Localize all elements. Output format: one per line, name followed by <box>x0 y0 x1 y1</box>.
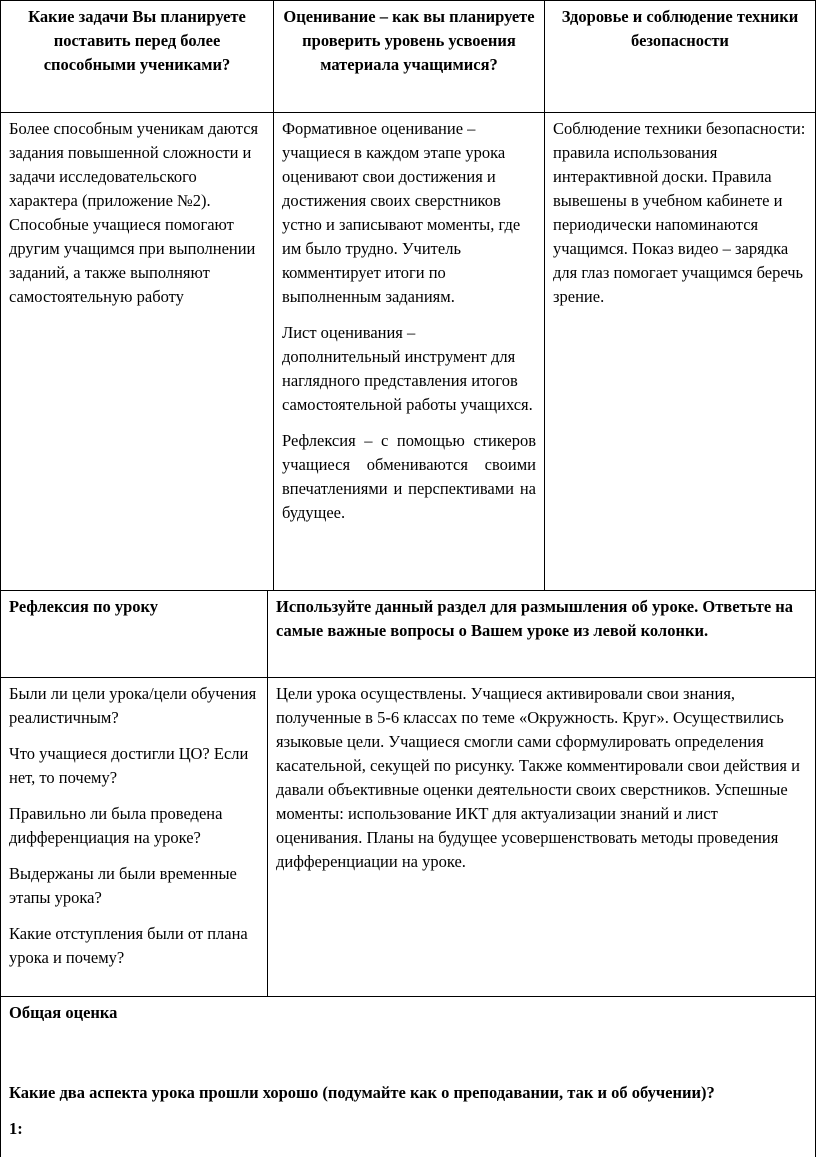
overall-question: Какие два аспекта урока прошли хорошо (подумайте как о преподавании, так и об обучении)? <box>9 1083 715 1102</box>
header-cell-safety <box>544 0 816 113</box>
reflection-question-3: Правильно ли была проведена дифференциация на уроке? <box>9 804 223 847</box>
reflection-instruction: Используйте данный раздел для размышления об уроке. Ответьте на самые важные вопросы о Вашем уроке из левой колонки. <box>276 597 794 640</box>
cell-tasks-body <box>0 112 274 591</box>
reflection-questions-cell <box>0 677 268 997</box>
reflection-question-2: Что учащиеся достигли ЦО? Если нет, то почему? <box>9 744 249 787</box>
reflection-question-5: Какие отступления были от плана урока и почему? <box>9 924 248 967</box>
header-cell-assessment <box>273 0 545 113</box>
header-cell-tasks <box>0 0 274 113</box>
header-assessment-text: Оценивание – как вы планируете проверить уровень усвоения материала учащимися? <box>283 7 535 74</box>
reflection-question-1: Были ли цели урока/цели обучения реалистичным? <box>9 684 257 727</box>
cell-assessment-body <box>273 112 545 591</box>
assessment-paragraph-1: Формативное оценивание – учащиеся в каждом этапе урока оценивают свои достижения и достижения своих сверстников устно и записывают моменты, где им было трудно. Учитель комментирует итоги по выполненным заданиям. <box>282 119 521 306</box>
reflection-question-4: Выдержаны ли были временные этапы урока? <box>9 864 237 907</box>
overall-item-1: 1: <box>9 1119 23 1138</box>
reflection-title: Рефлексия по уроку <box>9 597 159 616</box>
assessment-paragraph-2: Лист оценивания – дополнительный инструмент для наглядного представления итогов самостоятельной работы учащихся. <box>282 323 533 414</box>
header-safety-text: Здоровье и соблюдение техники безопасности <box>561 7 799 50</box>
assessment-paragraph-3: Рефлексия – с помощью стикеров учащиеся обмениваются своими впечатлениями и перспективами на будущее. <box>282 431 536 522</box>
tasks-body-text: Более способным ученикам даются задания повышенной сложности и задачи исследовательского характера (приложение №2). Способные учащиеся помогают другим учащимся при выполнении заданий, а также выполняют самостоятельную работу <box>9 119 259 306</box>
header-tasks-text: Какие задачи Вы планируете поставить перед более способными учениками? <box>28 7 246 74</box>
cell-safety-body <box>544 112 816 591</box>
reflection-title-cell <box>0 590 268 678</box>
reflection-answer-cell <box>267 677 816 997</box>
overall-title: Общая оценка <box>9 1003 118 1022</box>
safety-body-text: Соблюдение техники безопасности: правила использования интерактивной доски. Правила вывешены в учебном кабинете и периодически напоминаются учащимся. Показ видео – зарядка для глаз помогает учащимся беречь зрение. <box>553 119 806 306</box>
reflection-instruction-cell <box>267 590 816 678</box>
reflection-answer: Цели урока осуществлены. Учащиеся активировали свои знания, полученные в 5-6 классах по теме «Окружность. Круг». Осуществились языковые цели. Учащиеся смогли сами сформулировать определения касательной, секущей по рисунку. Также комментировали свои действия и давали объективные оценки деятельности своих сверстников. Успешные моменты: использование ИКТ для актуализации знаний и лист оценивания. Планы на будущее усовершенствовать методы проведения дифференциации на уроке. <box>276 684 800 871</box>
overall-assessment-cell <box>0 996 816 1157</box>
